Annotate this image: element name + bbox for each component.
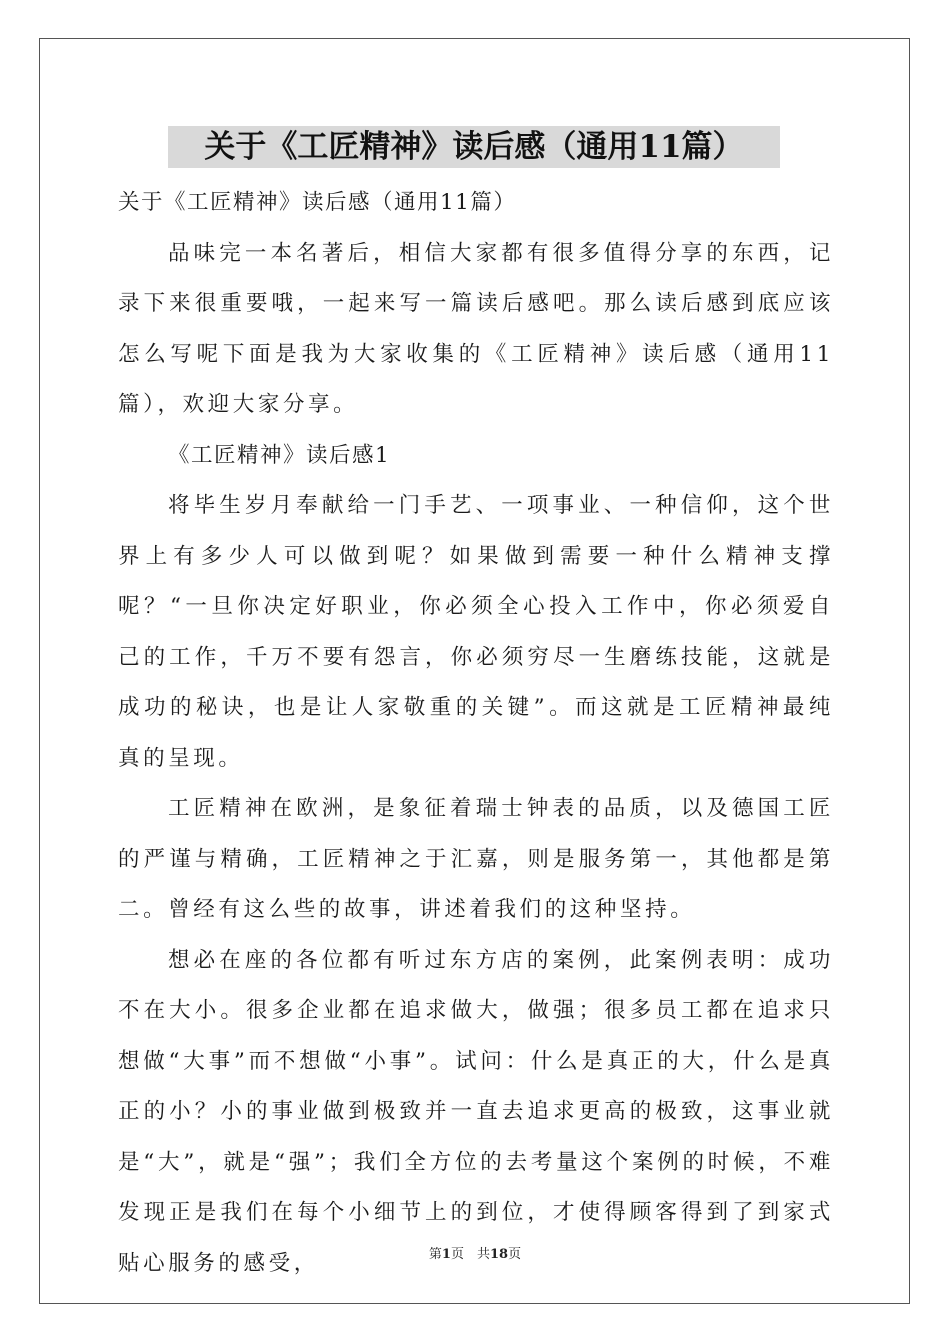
page-mid: 页 共 [450,1247,490,1262]
document-subtitle: 关于《工匠精神》读后感（通用11篇） [118,190,517,215]
document-title: 关于《工匠精神》读后感（通用11篇） [168,126,780,168]
paragraph: 想必在座的各位都有听过东方店的案例，此案例表明：成功不在大小。很多企业都在追求做大，做强；很多员工都在追求只想做“大事”而不想做“小事”。试问：什么是真正的大，什么是真正的小？小的事业做到极致并一直去追求更高的极致，这事业就是“大”，就是“强”；我们全方位的去考量这个案例的时候，不难发现正是我们在每个小细节上的到位，才使得顾客得到了到家式贴心服务的感受， [118,947,834,1276]
paragraph-intro: 品味完一本名著后，相信大家都有很多值得分享的东西，记录下来很重要哦，一起来写一篇读后感吧。那么读后感到底应该怎么写呢下面是我为大家收集的《工匠精神》读后感（通用11篇），欢迎大家分享。 [118,240,834,417]
paragraph: 将毕生岁月奉献给一门手艺、一项事业、一种信仰，这个世界上有多少人可以做到呢？如果做到需要一种什么精神支撑呢？“一旦你决定好职业，你必须全心投入工作中，你必须爱自己的工作，千万不要有怨言，你必须穷尽一生磨练技能，这就是成功的秘诀，也是让人家敬重的关键”。而这就是工匠精神最纯真的呈现。 [118,493,834,771]
document-body [118,178,834,1289]
page-total: 18 [489,1247,509,1262]
page-footer [0,1243,950,1262]
page-prefix: 第 [428,1247,442,1262]
paragraph: 工匠精神在欧洲，是象征着瑞士钟表的品质，以及德国工匠的严谨与精确，工匠精神之于汇嘉，则是服务第一，其他都是第二。曾经有这么些的故事，讲述着我们的这种坚持。 [118,796,834,922]
page-current: 1 [441,1247,451,1262]
page-suffix: 页 [508,1247,522,1262]
section-heading: 《工匠精神》读后感1 [168,442,391,468]
